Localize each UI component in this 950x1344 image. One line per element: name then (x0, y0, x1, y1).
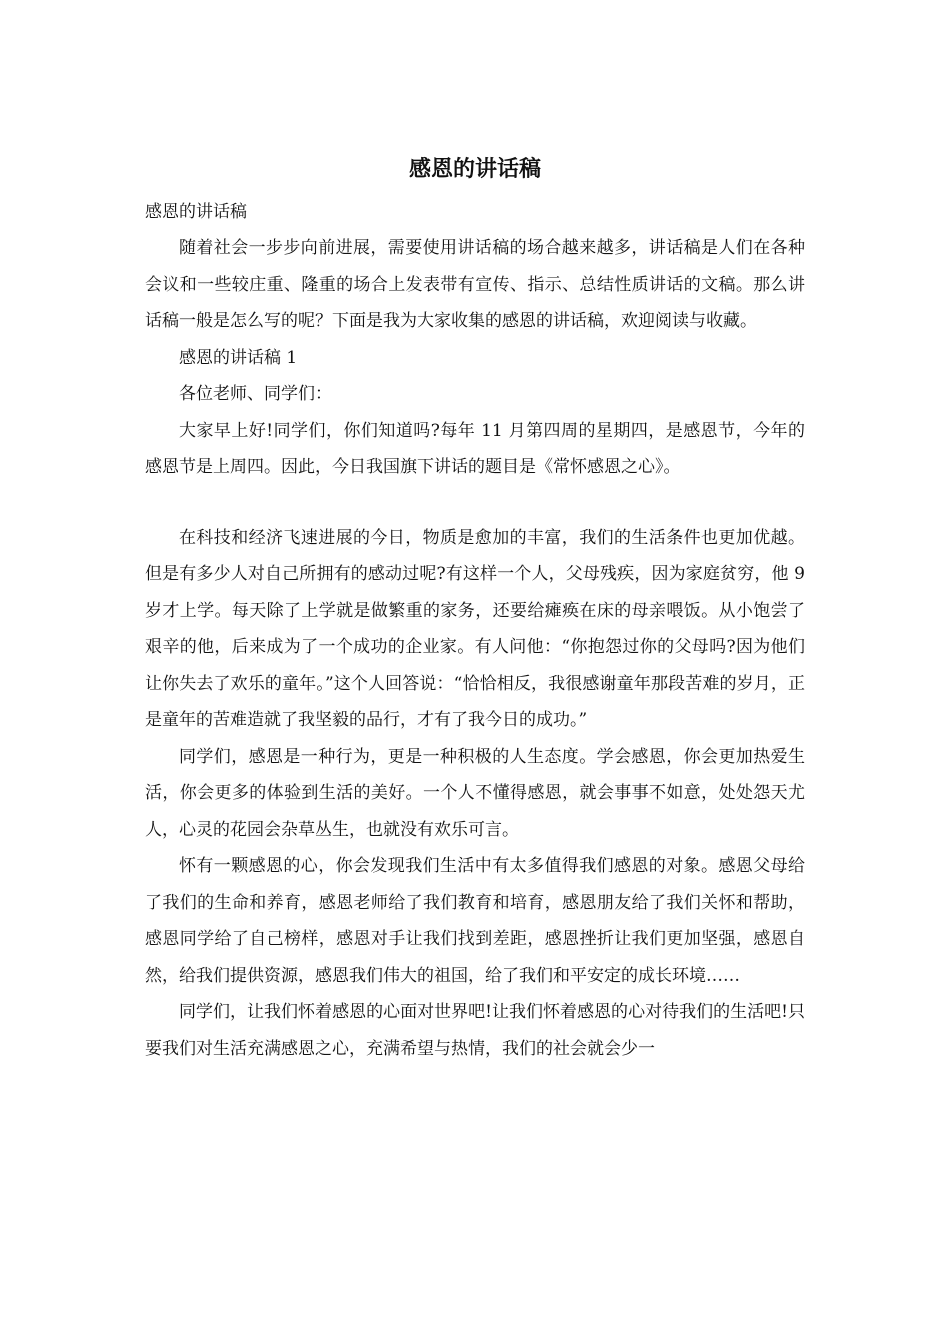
body-paragraph: 在科技和经济飞速进展的今日，物质是愈加的丰富，我们的生活条件也更加优越。但是有多少人对自己所拥有的感动过呢?有这样一个人，父母残疾，因为家庭贫穷，他 9 岁才上学。每天除了上学就是做繁重的家务，还要给瘫痪在床的母亲喂饭。从小饱尝了艰辛的他，后来成为了一个成功的企业家。有人问他：“你抱怨过你的父母吗?因为他们让你失去了欢乐的童年。”这个人回答说：“恰恰相反，我很感谢童年那段苦难的岁月，正是童年的苦难造就了我坚毅的品行，才有了我今日的成功。” (145, 527, 805, 730)
body-paragraph: 同学们，让我们怀着感恩的心面对世界吧!让我们怀着感恩的心对待我们的生活吧!只要我们对生活充满感恩之心，充满希望与热情，我们的社会就会少一 (145, 1002, 805, 1059)
document-subtitle: 感恩的讲话稿 (145, 202, 247, 222)
salutation: 各位老师、同学们： (179, 384, 332, 404)
body-paragraph: 怀有一颗感恩的心，你会发现我们生活中有太多值得我们感恩的对象。感恩父母给了我们的生命和养育，感恩老师给了我们教育和培育，感恩朋友给了我们关怀和帮助，感恩同学给了自己榜样，感恩对手让我们找到差距，感恩挫折让我们更加坚强，感恩自然，给我们提供资源，感恩我们伟大的祖国，给了我们和平安定的成长环境…… (145, 856, 805, 986)
section-heading: 感恩的讲话稿 1 (179, 347, 298, 368)
body-paragraph: 同学们，感恩是一种行为，更是一种积极的人生态度。学会感恩，你会更加热爱生活，你会更多的体验到生活的美好。一个人不懂得感恩，就会事事不如意，处处怨天尤人，心灵的花园会杂草丛生，也就没有欢乐可言。 (145, 746, 805, 840)
document-title: 感恩的讲话稿 (408, 157, 541, 182)
intro-paragraph: 随着社会一步步向前进展，需要使用讲话稿的场合越来越多，讲话稿是人们在各种会议和一些较庄重、隆重的场合上发表带有宣传、指示、总结性质讲话的文稿。那么讲话稿一般是怎么写的呢？下面是我为大家收集的感恩的讲话稿，欢迎阅读与收藏。 (145, 238, 805, 331)
body-paragraph: 大家早上好!同学们，你们知道吗?每年 11 月第四周的星期四，是感恩节，今年的感恩节是上周四。因此，今日我国旗下讲话的题目是《常怀感恩之心》。 (145, 420, 805, 477)
document-page (145, 152, 805, 1067)
